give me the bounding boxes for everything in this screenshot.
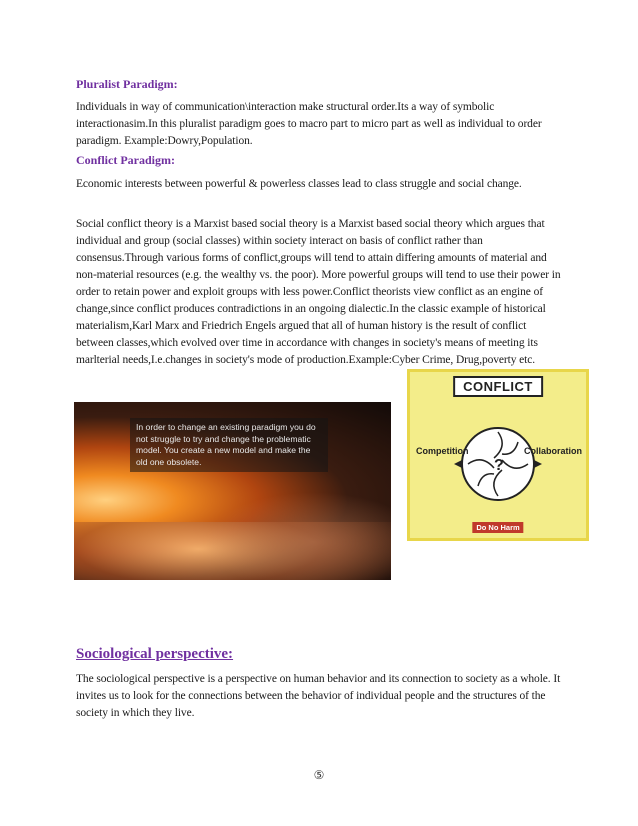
- diagram-title: CONFLICT: [453, 376, 543, 397]
- diagram-left-label: Competition: [416, 446, 469, 456]
- conflict-diagram-image: [407, 369, 589, 541]
- sociological-paragraph: The sociological perspective is a perspective on human behavior and its connection to society as a whole. It invites us to look for the connections between the behavior of individual people and the structures of the society in which they live.: [76, 673, 561, 719]
- sunset-quote-image: [74, 402, 391, 580]
- conflict-paragraph-2: Social conflict theory is a Marxist based social theory is a Marxist based social theory which argues that individual and group (social classes) within society interact on basis of conflict rather than consensus.Through various forms of conflict,groups will tend to attain differing amounts of material and non-material resources (e.g. the wealthy vs. the poor). More powerful groups will tend to use their power in order to retain power and exploit groups with less power.Conflict theorists view conflict as an engine of change,since conflict produces contradictions in an ongoing dialectic.In the classic example of historical materialism,Karl Marx and Friedrich Engels argued that all of human history is the result of conflict between classes,which evolved over time in accordance with changes in society's means of meeting its marlterial needs,I.e.changes in society's mode of production.Example:Cyber Crime, Drug,poverty etc.: [76, 218, 561, 366]
- conflict-paragraph-1: Economic interests between powerful & powerless classes lead to class struggle and social change.: [76, 178, 522, 190]
- cloud-shape: [204, 492, 391, 580]
- pluralist-heading: Pluralist Paradigm:: [76, 77, 178, 91]
- sociological-heading: Sociological perspective:: [76, 646, 234, 662]
- conflict-heading: Conflict Paradigm:: [76, 153, 175, 167]
- pluralist-paragraph: Individuals in way of communication\interaction make structural order.Its a way of symbolic interactionasim.In this pluralist paradigm goes to macro part to micro part as well as individual to order paradigm. Example:Dowry,Population.: [76, 101, 542, 147]
- diagram-bottom-label: Do No Harm: [472, 522, 523, 533]
- image-quote-text: In order to change an existing paradigm you do not struggle to try and change the problematic model. You create a new model and make the old one obsolete.: [130, 418, 328, 472]
- diagram-right-label: Collaboration: [524, 446, 582, 456]
- page-number: ⑤: [313, 768, 325, 782]
- diagram-center-symbol: ?: [494, 457, 504, 474]
